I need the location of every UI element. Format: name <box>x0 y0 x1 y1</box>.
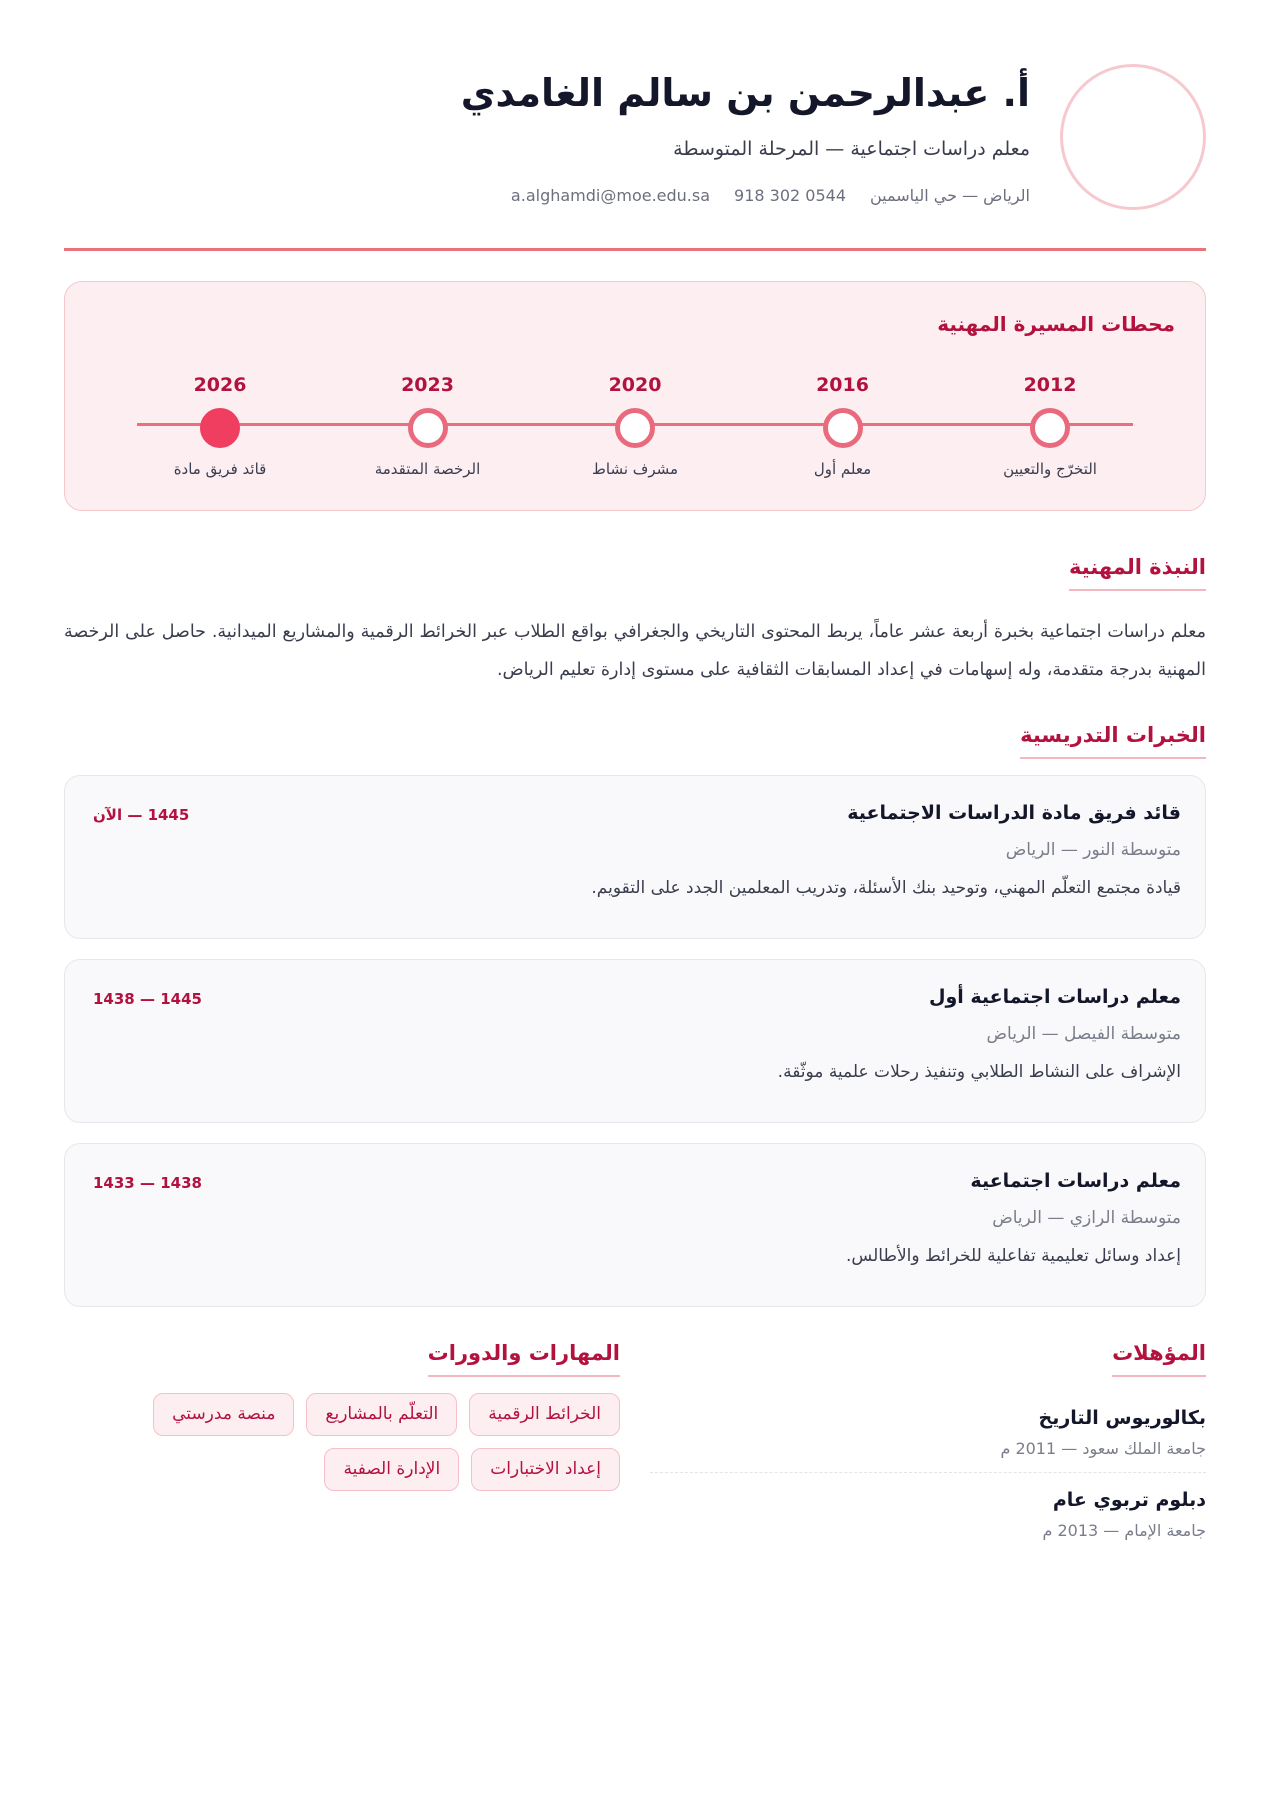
qualification-meta: جامعة الإمام — 2013 م <box>1042 1521 1206 1540</box>
milestone-dot <box>408 408 448 448</box>
milestone-label: مشرف نشاط <box>592 460 679 478</box>
milestone-dot <box>823 408 863 448</box>
header-divider <box>64 248 1206 251</box>
summary-title: النبذة المهنية <box>1069 555 1206 591</box>
milestone-year: 2012 <box>1023 374 1077 396</box>
header <box>64 64 1206 248</box>
qualifications-title: المؤهلات <box>1112 1341 1206 1377</box>
person-name: أ. عبدالرحمن بن سالم الغامدي <box>460 71 1030 115</box>
experience-date: 1438 — 1433 <box>93 1174 202 1192</box>
qualification-meta: جامعة الملك سعود — 2011 م <box>1000 1439 1206 1458</box>
milestone-station <box>570 374 700 478</box>
milestone-label: قائد فريق مادة <box>173 460 267 478</box>
milestone-label: معلم أول <box>813 460 872 478</box>
experience-title: الخبرات التدريسية <box>1020 723 1206 759</box>
milestone-year: 2026 <box>193 374 247 396</box>
milestone-station <box>155 374 285 478</box>
header-text <box>64 64 1030 205</box>
skill-chip: الخرائط الرقمية <box>469 1393 620 1436</box>
skill-chip: إعداد الاختبارات <box>471 1448 620 1491</box>
milestone-year: 2023 <box>401 374 454 396</box>
milestone-year: 2020 <box>608 374 662 396</box>
job-role: معلم دراسات اجتماعية — المرحلة المتوسطة <box>673 137 1030 160</box>
skill-chip: التعلّم بالمشاريع <box>306 1393 457 1436</box>
contact-row <box>64 186 1030 205</box>
skills-title: المهارات والدورات <box>428 1341 620 1377</box>
qualifications-list <box>650 1397 1206 1554</box>
milestone-dot <box>615 408 655 448</box>
timeline-stations <box>155 374 1115 478</box>
milestone-station <box>985 374 1115 478</box>
experience-card <box>64 775 1206 939</box>
summary-text: معلم دراسات اجتماعية بخبرة أربعة عشر عاماً، يربط المحتوى التاريخي والجغرافي بواقع الطلاب عبر الخرائط الرقمية والمشاريع الميدانية. حاصل على الرخصة المهنية بدرجة متقدمة، وله إسهامات في إعداد المسابقات الثقافية على مستوى إدارة تعليم الرياض. <box>64 622 1206 680</box>
experience-position: قائد فريق مادة الدراسات الاجتماعية <box>847 802 1181 824</box>
milestone-label: التخرّج والتعيين <box>1003 460 1097 478</box>
skills-section <box>64 1341 620 1554</box>
qualification-item <box>650 1472 1206 1554</box>
skills-chips <box>64 1393 620 1491</box>
email-link[interactable]: a.alghamdi@moe.edu.sa <box>510 185 711 205</box>
experience-school: متوسطة النور — الرياض <box>1005 840 1181 860</box>
experience-date: 1445 — 1438 <box>93 990 202 1008</box>
skill-chip: منصة مدرستي <box>153 1393 294 1436</box>
summary-section <box>64 555 1206 689</box>
experience-date: 1445 — الآن <box>93 806 190 824</box>
avatar <box>1060 64 1206 210</box>
milestones-title: محطات المسيرة المهنية <box>937 312 1175 336</box>
milestone-dot-current <box>200 408 240 448</box>
experience-section <box>64 723 1206 1307</box>
experience-description: إعداد وسائل تعليمية تفاعلية للخرائط والأطالس. <box>846 1246 1181 1266</box>
experience-school: متوسطة الفيصل — الرياض <box>986 1024 1181 1044</box>
experience-position: معلم دراسات اجتماعية <box>970 1170 1181 1192</box>
experience-description: قيادة مجتمع التعلّم المهني، وتوحيد بنك الأسئلة، وتدريب المعلمين الجدد على التقويم. <box>591 878 1181 898</box>
qualification-item <box>650 1397 1206 1472</box>
experience-list <box>64 775 1206 1307</box>
experience-card <box>64 959 1206 1123</box>
qualifications-section <box>650 1341 1206 1554</box>
qualification-title: دبلوم تربوي عام <box>1052 1489 1206 1511</box>
skill-chip: الإدارة الصفية <box>324 1448 459 1491</box>
location-text: الرياض — حي الياسمين <box>870 185 1030 205</box>
career-milestones <box>64 281 1206 511</box>
milestone-year: 2016 <box>816 374 869 396</box>
experience-position: معلم دراسات اجتماعية أول <box>928 986 1181 1008</box>
qualification-title: بكالوريوس التاريخ <box>1038 1407 1206 1429</box>
milestone-label: الرخصة المتقدمة <box>374 460 481 478</box>
experience-school: متوسطة الرازي — الرياض <box>992 1208 1181 1228</box>
milestone-station <box>778 374 908 478</box>
bottom-columns <box>64 1341 1206 1554</box>
experience-card <box>64 1143 1206 1307</box>
phone-text: 918 302 0544 <box>734 185 846 205</box>
milestone-station <box>363 374 493 478</box>
milestone-dot <box>1030 408 1070 448</box>
experience-description: الإشراف على النشاط الطلابي وتنفيذ رحلات علمية موثّقة. <box>777 1062 1181 1082</box>
